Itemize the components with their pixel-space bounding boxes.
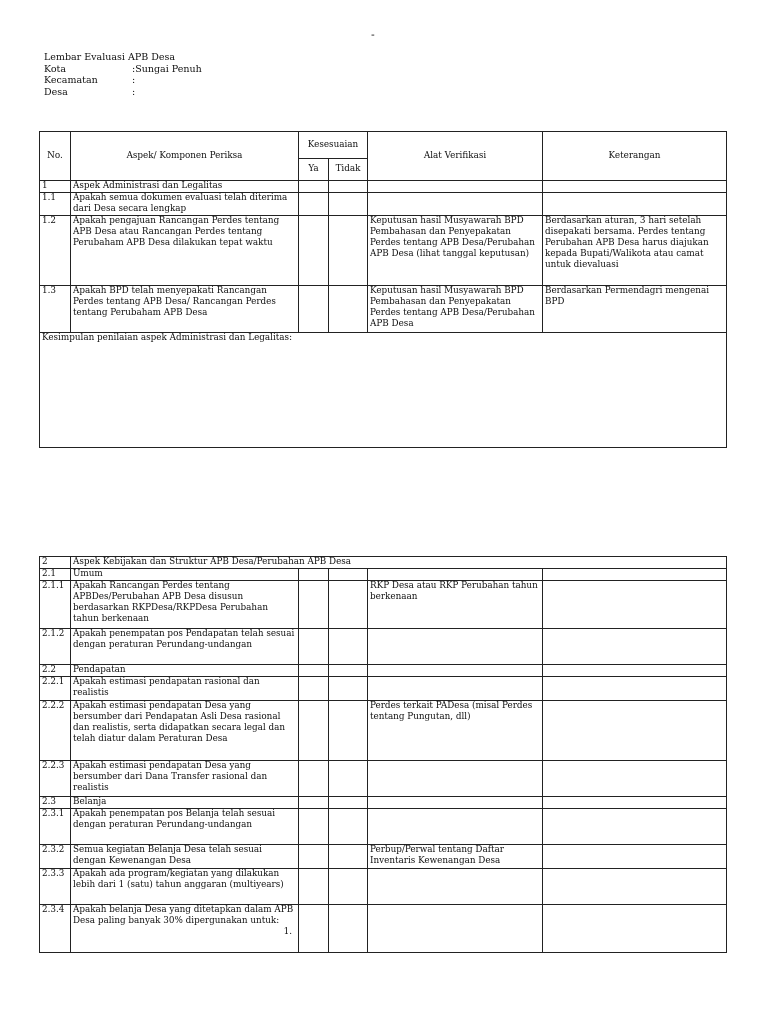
section-row [40, 557, 727, 569]
row-ket [543, 677, 727, 701]
header-field-kecamatan [44, 75, 202, 87]
row-aspek: Semua kegiatan Belanja Desa telah sesuai dengan Kewenangan Desa [71, 845, 299, 869]
document-title: Lembar Evaluasi APB Desa [44, 52, 175, 63]
row-no: 2.1 [40, 569, 71, 581]
table-row [40, 216, 727, 286]
table-row [40, 286, 727, 333]
check-ya-cell[interactable] [299, 869, 329, 905]
evaluation-table-administrasi [39, 131, 727, 448]
row-no: 2.3.1 [40, 809, 71, 845]
sub-item-number: 1. [283, 927, 292, 937]
row-alat [368, 665, 543, 677]
row-no: 1.2 [40, 216, 71, 286]
row-ket [543, 869, 727, 905]
row-aspek: Apakah BPD telah menyepakati Rancangan Perdes tentang APB Desa/ Rancangan Perdes tentang Perubaham APB Desa [71, 286, 299, 333]
check-tidak-cell[interactable] [329, 701, 368, 761]
check-tidak-cell[interactable] [329, 629, 368, 665]
row-ket [543, 701, 727, 761]
check-ya-cell[interactable] [299, 181, 329, 193]
row-no: 1.1 [40, 193, 71, 216]
row-alat [368, 869, 543, 905]
row-aspek: Umum [71, 569, 299, 581]
row-aspek: Apakah estimasi pendapatan Desa yang bersumber dari Dana Transfer rasional dan realistis [71, 761, 299, 797]
header-tidak: Tidak [329, 159, 368, 181]
row-no: 2.2.3 [40, 761, 71, 797]
check-ya-cell[interactable] [299, 845, 329, 869]
field-value: :Sungai Penuh [132, 63, 202, 75]
conclusion-row [40, 333, 727, 448]
row-ket [543, 761, 727, 797]
check-tidak-cell[interactable] [329, 677, 368, 701]
check-ya-cell[interactable] [299, 797, 329, 809]
check-tidak-cell[interactable] [329, 286, 368, 333]
row-alat: Keputusan hasil Musyawarah BPD Pembahasan dan Penyepakatan Perdes tentang APB Desa/Perubahan APB Desa (lihat tanggal keputusan) [368, 216, 543, 286]
row-ket [543, 797, 727, 809]
row-no: 2.3 [40, 797, 71, 809]
row-aspek: Apakah pengajuan Rancangan Perdes tentang APB Desa atau Rancangan Perdes tentang Perubaham APB Desa dilakukan tepat waktu [71, 216, 299, 286]
check-tidak-cell[interactable] [329, 761, 368, 797]
check-tidak-cell[interactable] [329, 665, 368, 677]
check-ya-cell[interactable] [299, 629, 329, 665]
row-alat [368, 629, 543, 665]
table-row [40, 905, 727, 953]
row-alat: Perdes terkait PADesa (misal Perdes tentang Pungutan, dll) [368, 701, 543, 761]
table-row [40, 845, 727, 869]
row-ket [543, 809, 727, 845]
check-tidak-cell[interactable] [329, 845, 368, 869]
check-tidak-cell[interactable] [329, 809, 368, 845]
check-tidak-cell[interactable] [329, 797, 368, 809]
check-ya-cell[interactable] [299, 761, 329, 797]
check-ya-cell[interactable] [299, 569, 329, 581]
table-row [40, 761, 727, 797]
row-aspek: Apakah Rancangan Perdes tentang APBDes/Perubahan APB Desa disusun berdasarkan RKPDesa/RKPDesa Perubahan tahun berkenaan [71, 581, 299, 629]
section-title: Aspek Kebijakan dan Struktur APB Desa/Perubahan APB Desa [71, 557, 727, 569]
row-alat [368, 677, 543, 701]
row-ket [543, 629, 727, 665]
row-aspek-text: Apakah belanja Desa yang ditetapkan dalam APB Desa paling banyak 30% dipergunakan untuk: [73, 905, 294, 926]
row-alat [368, 193, 543, 216]
row-aspek: Apakah estimasi pendapatan Desa yang bersumber dari Pendapatan Asli Desa rasional dan realistis, serta didapatkan secara legal dan telah diatur dalam Peraturan Desa [71, 701, 299, 761]
field-label: Desa [44, 86, 68, 98]
row-aspek: Pendapatan [71, 665, 299, 677]
field-label: Kecamatan [44, 75, 98, 86]
field-label: Kota [44, 63, 67, 75]
row-alat: Keputusan hasil Musyawarah BPD Pembahasan dan Penyepakatan Perdes tentang APB Desa/Perubahan APB Desa [368, 286, 543, 333]
check-tidak-cell[interactable] [329, 569, 368, 581]
table-row [40, 581, 727, 629]
row-ket [543, 581, 727, 629]
row-aspek: Aspek Administrasi dan Legalitas [71, 181, 299, 193]
top-mark: - [371, 28, 375, 41]
check-ya-cell[interactable] [299, 905, 329, 953]
field-value: : [132, 86, 136, 98]
row-no: 2.1.1 [40, 581, 71, 629]
table-row [40, 181, 727, 193]
header-alat-verifikasi: Alat Verifikasi [368, 132, 543, 181]
row-no: 2.2.2 [40, 701, 71, 761]
check-ya-cell[interactable] [299, 286, 329, 333]
table-row [40, 869, 727, 905]
header-field-kota [44, 64, 202, 76]
table-row [40, 569, 727, 581]
header-field-desa [44, 87, 202, 99]
header-ya: Ya [299, 159, 329, 181]
row-no: 2 [40, 557, 71, 569]
row-ket [543, 665, 727, 677]
check-ya-cell[interactable] [299, 701, 329, 761]
header-aspek: Aspek/ Komponen Periksa [71, 132, 299, 181]
table-row [40, 809, 727, 845]
table-row [40, 193, 727, 216]
row-ket: Berdasarkan Permendagri mengenai BPD [543, 286, 727, 333]
header-keterangan: Keterangan [543, 132, 727, 181]
row-alat: RKP Desa atau RKP Perubahan tahun berkenaan [368, 581, 543, 629]
row-no: 2.2.1 [40, 677, 71, 701]
table-row [40, 701, 727, 761]
row-aspek: Apakah semua dokumen evaluasi telah diterima dari Desa secara lengkap [71, 193, 299, 216]
document-header [44, 52, 202, 98]
conclusion-cell[interactable]: Kesimpulan penilaian aspek Administrasi dan Legalitas: [40, 333, 727, 448]
check-tidak-cell[interactable] [329, 181, 368, 193]
check-ya-cell[interactable] [299, 193, 329, 216]
row-ket [543, 905, 727, 953]
row-no: 2.3.3 [40, 869, 71, 905]
row-ket [543, 193, 727, 216]
row-aspek: Apakah penempatan pos Pendapatan telah sesuai dengan peraturan Perundang-undangan [71, 629, 299, 665]
field-value: : [132, 75, 136, 86]
row-ket: Berdasarkan aturan, 3 hari setelah disepakati bersama. Perdes tentang Perubahan APB Desa harus diajukan kepada Bupati/Walikota atau camat untuk dievaluasi [543, 216, 727, 286]
row-no: 2.2 [40, 665, 71, 677]
check-tidak-cell[interactable] [329, 216, 368, 286]
table-row [40, 677, 727, 701]
row-alat [368, 809, 543, 845]
check-ya-cell[interactable] [299, 665, 329, 677]
check-tidak-cell[interactable] [329, 193, 368, 216]
check-tidak-cell[interactable] [329, 581, 368, 629]
row-ket [543, 181, 727, 193]
row-aspek: Belanja [71, 797, 299, 809]
row-no: 1 [40, 181, 71, 193]
row-ket [543, 569, 727, 581]
check-ya-cell[interactable] [299, 809, 329, 845]
row-ket [543, 845, 727, 869]
row-alat [368, 569, 543, 581]
header-kesesuaian: Kesesuaian [299, 132, 368, 159]
row-no: 2.1.2 [40, 629, 71, 665]
table-row [40, 629, 727, 665]
row-no: 1.3 [40, 286, 71, 333]
row-aspek [71, 905, 299, 953]
row-aspek: Apakah penempatan pos Belanja telah sesuai dengan peraturan Perundang-undangan [71, 809, 299, 845]
row-alat [368, 797, 543, 809]
check-tidak-cell[interactable] [329, 905, 368, 953]
check-ya-cell[interactable] [299, 677, 329, 701]
table-row [40, 797, 727, 809]
row-no: 2.3.4 [40, 905, 71, 953]
check-tidak-cell[interactable] [329, 869, 368, 905]
row-no: 2.3.2 [40, 845, 71, 869]
row-alat [368, 905, 543, 953]
header-no: No. [40, 132, 71, 181]
row-aspek: Apakah ada program/kegiatan yang dilakukan lebih dari 1 (satu) tahun anggaran (multiyears) [71, 869, 299, 905]
check-ya-cell[interactable] [299, 216, 329, 286]
row-alat [368, 761, 543, 797]
row-alat: Perbup/Perwal tentang Daftar Inventaris Kewenangan Desa [368, 845, 543, 869]
row-aspek: Apakah estimasi pendapatan rasional dan realistis [71, 677, 299, 701]
table-row [40, 665, 727, 677]
row-alat [368, 181, 543, 193]
check-ya-cell[interactable] [299, 581, 329, 629]
evaluation-table-kebijakan [39, 556, 727, 953]
